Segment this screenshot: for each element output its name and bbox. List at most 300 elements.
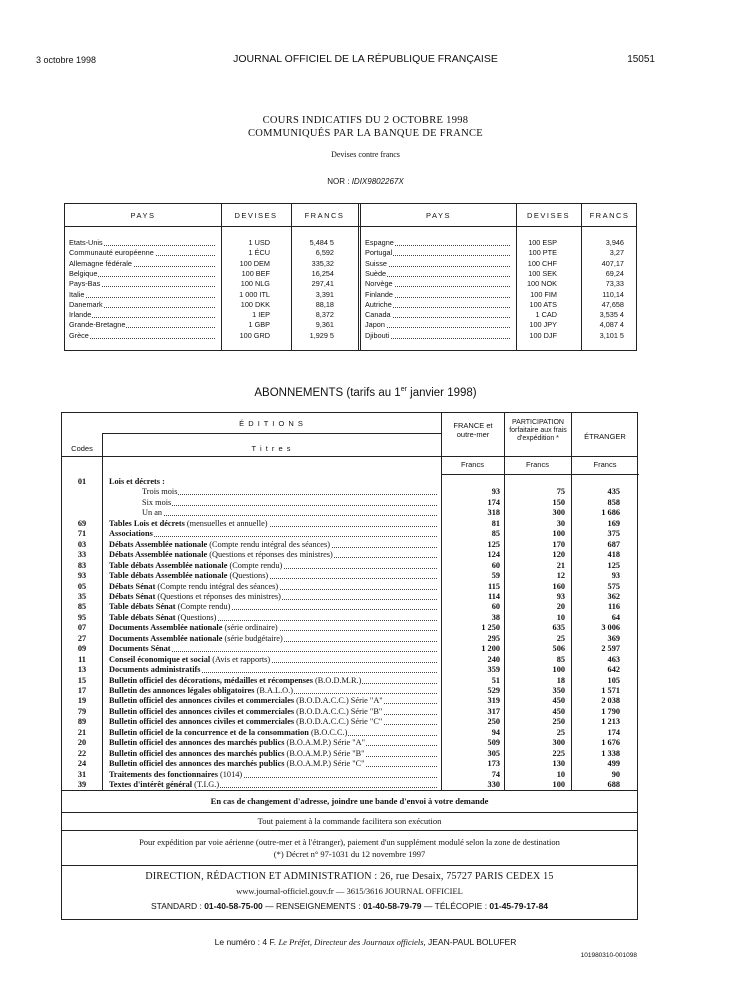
rate-value-right: 110,14 (602, 289, 624, 299)
row-price-part: 18 (556, 675, 565, 685)
rate-country-right: Norvège (365, 279, 393, 289)
row-code: 05 (77, 581, 87, 591)
direction-address: DIRECTION, RÉDACTION ET ADMINISTRATION : 26, rue Desaix, 75727 PARIS CEDEX 15 (145, 871, 554, 882)
row-price-part: 25 (556, 633, 565, 643)
row-title-main: Traitements des fonctionnaires (109, 769, 218, 779)
row-title (109, 665, 202, 674)
row-title-main: Bulletin officiel des annonces des marchés publics (109, 748, 285, 758)
row-title-detail: (Questions) (175, 612, 217, 622)
row-title (109, 686, 294, 695)
row-title-main: Conseil économique et social (109, 654, 211, 664)
abonnements-title (0, 386, 731, 399)
row-price-part: 10 (556, 769, 565, 779)
row-price-part: 250 (552, 717, 565, 727)
row-price-france: 114 (488, 591, 500, 601)
row-title-main: Documents Assemblée nationale (109, 633, 223, 643)
leader-dots (142, 497, 437, 507)
row-price-part: 20 (556, 602, 565, 612)
row-price-part: 506 (552, 644, 565, 654)
row-price-france: 1 200 (481, 644, 500, 654)
rate-currency-right: 1 CAD (535, 310, 557, 320)
row-title-main: Lois et décrets : (109, 477, 165, 486)
row-title-detail: (Questions et réponses des ministres) (207, 550, 333, 560)
row-code: 01 (77, 477, 87, 486)
row-title (109, 707, 383, 716)
row-rule (441, 474, 639, 475)
row-price-france: 174 (487, 497, 500, 507)
row-title-main: Trois mois (142, 487, 178, 497)
leader-dots (142, 489, 437, 495)
row-code: 95 (77, 612, 87, 622)
telecopie-label: TÉLÉCOPIE : (434, 901, 490, 911)
row-title (109, 582, 279, 591)
row-title (109, 749, 366, 758)
prefet-title: Le Préfet, Directeur des Journaux officiels, (278, 937, 426, 947)
row-price-part: 635 (552, 623, 565, 633)
row-price-part: 75 (556, 487, 565, 497)
column-rule (504, 413, 505, 790)
price-per-issue: Le numéro : 4 F. (214, 937, 279, 947)
row-price-part: 450 (552, 706, 565, 716)
row-title-detail: (Compte rendu intégral des séances) (207, 539, 330, 549)
rate-country-left: Grèce (69, 330, 89, 340)
row-price-france: 38 (491, 612, 500, 622)
header-france: FRANCE et outre-mer (453, 421, 493, 439)
row-price-etr: 418 (607, 550, 620, 560)
header-devises-right: DEVISES (526, 211, 570, 220)
header-devises-left: DEVISES (234, 211, 278, 220)
row-code: 22 (77, 748, 87, 758)
table-rule (65, 226, 636, 227)
row-title (109, 644, 172, 653)
row-code: 27 (77, 633, 87, 643)
row-price-france: 319 (487, 696, 500, 706)
payment-notice: Tout paiement à la commande facilitera son exécution (61, 813, 638, 831)
header-codes: Codes (71, 444, 93, 453)
row-title-main: Débats Assemblée nationale (109, 539, 208, 549)
row-code: 24 (77, 759, 87, 769)
rate-country-left: Italie (69, 289, 85, 299)
column-rule (221, 204, 222, 350)
address-change-notice: En cas de changement d'adresse, joindre une bande d'envoi à votre demande (61, 791, 638, 813)
row-price-etr: 169 (607, 518, 620, 528)
abo-title-pre: ABONNEMENTS (tarifs au 1 (254, 386, 401, 399)
row-rule (102, 433, 441, 434)
column-rule (581, 204, 582, 350)
row-title-main: Un an (142, 508, 163, 518)
row-price-etr: 125 (607, 560, 620, 570)
rate-value-right: 69,24 (605, 268, 624, 278)
row-price-part: 30 (556, 518, 565, 528)
cours-heading (0, 114, 731, 140)
row-title-detail: (B.A.L.O.) (254, 686, 293, 695)
row-price-part: 21 (556, 560, 565, 570)
row-title (109, 738, 366, 747)
exchange-rate-table (64, 203, 637, 351)
row-price-france: 94 (491, 727, 500, 737)
header-date: 3 octobre 1998 (36, 55, 97, 65)
rate-value-right: 3,101 5 (599, 330, 624, 340)
rate-country-left: Grande-Bretagne (69, 320, 126, 330)
row-title (109, 696, 384, 705)
header-francs-left: FRANCS (304, 211, 345, 220)
row-title-main: Documents Assemblée nationale (109, 623, 223, 633)
row-price-france: 93 (491, 487, 500, 497)
row-price-part: 150 (552, 497, 565, 507)
row-title-detail: (série ordinaire) (222, 623, 278, 633)
row-price-etr: 575 (607, 581, 620, 591)
rate-country-right: Canada (365, 310, 391, 320)
row-title (109, 676, 362, 685)
row-code: 13 (77, 665, 87, 675)
row-price-part: 160 (552, 581, 565, 591)
column-rule (441, 413, 442, 790)
page-number: 15051 (627, 54, 655, 65)
rate-value-left: 335,32 (311, 258, 334, 268)
rate-value-left: 5,484 5 (309, 238, 334, 247)
row-price-part: 350 (552, 686, 565, 695)
row-title-main: Débats Sénat (109, 581, 156, 591)
row-price-france: 1 250 (481, 623, 500, 633)
rate-currency-left: 100 DEM (239, 258, 270, 268)
rate-currency-left: 100 DKK (240, 299, 270, 309)
row-title (109, 717, 383, 726)
rate-country-left: Pays-Bas (69, 279, 101, 289)
row-title-detail: (Avis et rapports) (210, 654, 271, 664)
leader-dots (109, 531, 437, 537)
rate-country-right: Suède (365, 268, 387, 278)
row-price-part: 100 (552, 529, 565, 539)
row-price-etr: 2 038 (601, 696, 620, 706)
subscription-table (61, 412, 638, 791)
cours-title-line2: COMMUNIQUÉS PAR LA BANQUE DE FRANCE (247, 128, 483, 139)
row-code: 21 (77, 727, 87, 737)
row-price-france: 125 (487, 539, 500, 549)
rate-currency-left: 1 IEP (252, 310, 270, 320)
row-price-france: 330 (487, 780, 500, 790)
row-code: 09 (77, 644, 87, 654)
row-price-part: 300 (552, 508, 565, 518)
row-title (109, 529, 154, 538)
row-title (109, 613, 217, 622)
row-price-part: 85 (556, 654, 565, 664)
row-code: 39 (77, 780, 87, 790)
row-price-part: 25 (556, 727, 565, 737)
rate-country-right: Japon (365, 320, 385, 330)
row-title (109, 519, 269, 528)
table-center-divider (358, 204, 361, 350)
phone-numbers (62, 901, 637, 911)
renseignements-label: RENSEIGNEMENTS : (276, 901, 363, 911)
row-price-part: 100 (552, 780, 565, 790)
row-title (142, 498, 172, 507)
row-code: 93 (77, 571, 87, 581)
row-price-etr: 1 676 (601, 738, 620, 748)
row-price-etr: 116 (608, 602, 620, 612)
row-rule (62, 456, 637, 457)
header-pays-left: PAYS (130, 211, 156, 220)
row-title (109, 561, 283, 570)
rate-currency-right: 100 FIM (530, 289, 557, 299)
row-price-france: 318 (487, 508, 500, 518)
rate-currency-left: 1 ÉCU (248, 248, 270, 258)
rate-value-left: 3,391 (315, 289, 334, 299)
rate-currency-left: 1 GBP (248, 320, 270, 330)
row-price-part: 100 (552, 665, 565, 675)
row-price-france: 305 (487, 748, 500, 758)
row-code: 15 (77, 675, 87, 685)
row-price-etr: 688 (607, 780, 620, 790)
rate-currency-left: 1 USD (248, 238, 270, 247)
row-title-main: Bulletin officiel des annonces civiles et commerciales (109, 706, 295, 716)
row-price-france: 240 (487, 654, 500, 664)
air-mail-notice (61, 831, 638, 866)
rate-currency-left: 100 BEF (241, 268, 270, 278)
rate-value-right: 3,535 4 (599, 310, 624, 320)
row-title (109, 477, 166, 486)
journal-title: JOURNAL OFFICIEL DE LA RÉPUBLIQUE FRANÇAISE (233, 53, 498, 65)
row-title-detail: (T.I.G.) (192, 780, 220, 790)
standard-label: STANDARD : (150, 901, 205, 911)
leader-dots (69, 332, 215, 339)
rate-currency-right: 100 ESP (528, 238, 557, 247)
abo-title-sup: er (400, 386, 407, 393)
row-price-etr: 90 (611, 769, 620, 779)
row-title-detail: (Compte rendu intégral des séances) (155, 581, 279, 591)
row-price-france: 250 (487, 717, 500, 727)
direction-block (61, 866, 638, 920)
rate-value-right: 407,17 (601, 258, 624, 268)
nor-value: IDIX9802267X (351, 177, 404, 186)
row-price-france: 295 (487, 633, 500, 643)
row-title-main: Documents administratifs (109, 665, 201, 675)
row-price-france: 85 (491, 529, 500, 539)
document-reference: 101980310-001098 (580, 952, 637, 959)
website-minitel: www.journal-officiel.gouv.fr — 3615/3616 JOURNAL OFFICIEL (236, 886, 463, 896)
row-title (109, 550, 334, 559)
header-etranger: ÉTRANGER (584, 432, 626, 441)
row-title-detail: (série budgétaire) (222, 633, 283, 643)
row-code: 03 (77, 539, 87, 549)
row-price-etr: 1 686 (601, 508, 620, 518)
row-title-detail: (B.O.A.M.P.) Série "B" (284, 748, 365, 758)
row-price-etr: 174 (607, 727, 620, 737)
row-price-france: 173 (487, 759, 500, 769)
row-price-part: 12 (556, 571, 565, 581)
row-code: 83 (77, 560, 87, 570)
row-code: 19 (77, 696, 87, 706)
leader-dots (142, 510, 437, 516)
row-code: 89 (77, 717, 87, 727)
rate-currency-right: 100 DJF (529, 330, 557, 340)
row-title-detail: (B.O.A.M.P.) Série "C" (284, 759, 365, 769)
rate-value-right: 47,658 (601, 299, 624, 309)
row-price-etr: 64 (611, 612, 620, 622)
row-title-main: Bulletin des annonces légales obligatoires (109, 686, 255, 695)
row-price-france: 59 (491, 571, 500, 581)
standard-value: 01-40-58-75-00 (204, 901, 263, 911)
rate-value-right: 3,946 (605, 238, 624, 247)
row-code: 17 (77, 686, 87, 695)
rate-country-right: Portugal (365, 248, 393, 258)
row-code: 35 (77, 591, 87, 601)
row-price-part: 93 (556, 591, 565, 601)
rate-country-right: Finlande (365, 289, 393, 299)
row-title-detail: (B.O.A.M.P.) Série "A" (284, 738, 366, 748)
leader-dots (365, 321, 510, 328)
row-title (142, 508, 163, 517)
rate-currency-right: 100 NOK (526, 279, 557, 289)
row-code: 71 (77, 529, 87, 539)
row-title (109, 770, 243, 779)
column-rule (571, 413, 572, 790)
separator: — (421, 901, 435, 911)
row-title (109, 592, 282, 601)
row-title (109, 728, 348, 737)
telecopie-value: 01-45-79-17-84 (489, 901, 549, 911)
row-title-detail: (B.O.D.A.C.C.) Série "B" (294, 706, 383, 716)
row-title-main: Table débats Assemblée nationale (109, 571, 228, 581)
rate-value-left: 297,41 (311, 279, 334, 289)
row-price-france: 529 (487, 686, 500, 695)
rate-currency-right: 100 JPY (529, 320, 557, 330)
row-price-part: 300 (552, 738, 565, 748)
row-code: 85 (77, 602, 87, 612)
row-title-main: Textes d'intérêt général (109, 780, 193, 790)
row-title-main: Bulletin officiel des décorations, médailles et récompenses (109, 675, 313, 685)
row-title-detail: (B.O.C.C.) (308, 727, 348, 737)
row-title-main: Table débats Assemblée nationale (109, 560, 228, 570)
row-price-etr: 1 790 (601, 706, 620, 716)
column-rule (291, 204, 292, 350)
row-title-detail: (Compte rendu) (175, 602, 231, 612)
row-price-france: 509 (487, 738, 500, 748)
header-francs-right: FRANCS (589, 211, 630, 220)
footer-line (0, 937, 731, 947)
rate-value-left: 88,18 (315, 299, 334, 309)
row-title-detail: (Compte rendu) (227, 560, 283, 570)
row-title-main: Bulletin officiel des annonces des marchés publics (109, 759, 285, 769)
row-price-france: 74 (491, 769, 500, 779)
row-title-main: Bulletin officiel des annonces civiles et commerciales (109, 696, 295, 706)
rate-value-left: 16,254 (311, 268, 334, 278)
row-title-main: Documents Sénat (109, 644, 171, 654)
row-code: 20 (77, 738, 87, 748)
rate-country-right: Autriche (365, 299, 392, 309)
column-rule (102, 433, 103, 790)
row-price-etr: 1 571 (601, 686, 620, 695)
rate-value-left: 6,592 (315, 248, 334, 258)
header-participation: PARTICIPATION forfaitaire aux frais d'expédition * (509, 419, 567, 442)
row-title-main: Six mois (142, 497, 172, 507)
row-title-main: Bulletin officiel de la concurrence et de la consommation (109, 727, 309, 737)
row-price-part: 130 (552, 759, 565, 769)
director-name: JEAN-PAUL BOLUFER (425, 937, 517, 947)
air-mail-text: Pour expédition par voie aérienne (outre-mer et à l'étranger), paiement d'un supplément modulé selon la zone de destination (139, 837, 560, 847)
abo-title-post: janvier 1998) (406, 386, 477, 399)
row-title-main: Table débats Sénat (109, 602, 176, 612)
row-price-france: 60 (491, 560, 500, 570)
row-price-etr: 499 (607, 759, 620, 769)
row-title-main: Bulletin officiel des annonces des marchés publics (109, 738, 285, 748)
row-price-france: 124 (487, 550, 500, 560)
rate-country-left: Communauté européenne (69, 248, 154, 258)
rate-country-left: Etats-Unis (69, 238, 103, 247)
nor-reference (0, 177, 731, 186)
row-code: 11 (78, 654, 86, 664)
rate-country-left: Danemark (69, 299, 103, 309)
row-price-etr: 463 (607, 654, 620, 664)
row-title (109, 602, 231, 611)
row-price-etr: 858 (607, 497, 620, 507)
row-title-main: Bulletin officiel des annonces civiles et commerciales (109, 717, 295, 727)
row-price-etr: 687 (607, 539, 620, 549)
row-code: 31 (77, 769, 87, 779)
rate-value-left: 8,372 (315, 310, 334, 320)
row-price-etr: 105 (607, 675, 620, 685)
row-title (109, 759, 366, 768)
row-price-france: 115 (488, 581, 500, 591)
row-code: 07 (77, 623, 87, 633)
rate-value-left: 9,361 (315, 320, 334, 330)
row-title-detail: (1014) (217, 769, 243, 779)
rate-currency-left: 100 NLG (240, 279, 270, 289)
row-price-part: 10 (556, 612, 565, 622)
row-price-etr: 2 597 (601, 644, 620, 654)
rate-currency-right: 100 CHF (527, 258, 557, 268)
row-price-part: 170 (552, 539, 565, 549)
nor-label: NOR : (327, 177, 350, 186)
row-title (109, 540, 331, 549)
row-code: 79 (77, 706, 87, 716)
row-title-detail: (Questions) (227, 571, 269, 581)
cours-title-line1: COURS INDICATIFS DU 2 OCTOBRE 1998 (262, 115, 469, 126)
rate-country-right: Espagne (365, 238, 394, 247)
renseignements-value: 01-40-58-79-79 (362, 901, 422, 911)
row-title-main: Tables Lois et décrets (109, 518, 185, 528)
rate-value-right: 3,27 (609, 248, 624, 258)
unit-france: Francs (461, 460, 484, 469)
leader-dots (69, 291, 215, 298)
row-title-detail: (mensuelles et annuelle) (184, 518, 268, 528)
row-title-main: Table débats Sénat (109, 612, 176, 622)
row-price-france: 60 (491, 602, 500, 612)
header-titres: T i t r e s (251, 444, 292, 453)
header-editions: É D I T I O N S (239, 419, 304, 428)
rate-value-right: 4,087 4 (599, 320, 624, 330)
rate-currency-left: 100 GRD (239, 330, 270, 340)
row-price-part: 450 (552, 696, 565, 706)
row-title-detail: (B.O.D.A.C.C.) Série "A" (294, 696, 383, 706)
row-title-detail: (Questions et réponses des ministres) (155, 591, 281, 601)
rate-country-left: Belgique (69, 268, 98, 278)
row-title-main: Associations (109, 529, 153, 539)
rate-value-right: 73,33 (605, 279, 624, 289)
row-price-france: 81 (491, 518, 500, 528)
rate-country-right: Djibouti (365, 330, 390, 340)
row-title (109, 623, 279, 632)
row-price-etr: 1 338 (601, 748, 620, 758)
row-price-etr: 642 (607, 665, 620, 675)
row-code: 69 (77, 518, 87, 528)
row-price-france: 359 (487, 665, 500, 675)
row-title (109, 571, 269, 580)
unit-etranger: Francs (593, 460, 617, 469)
row-title (142, 487, 178, 496)
row-price-part: 225 (552, 748, 565, 758)
row-price-etr: 93 (611, 571, 620, 581)
row-title-main: Débats Assemblée nationale (109, 550, 208, 560)
